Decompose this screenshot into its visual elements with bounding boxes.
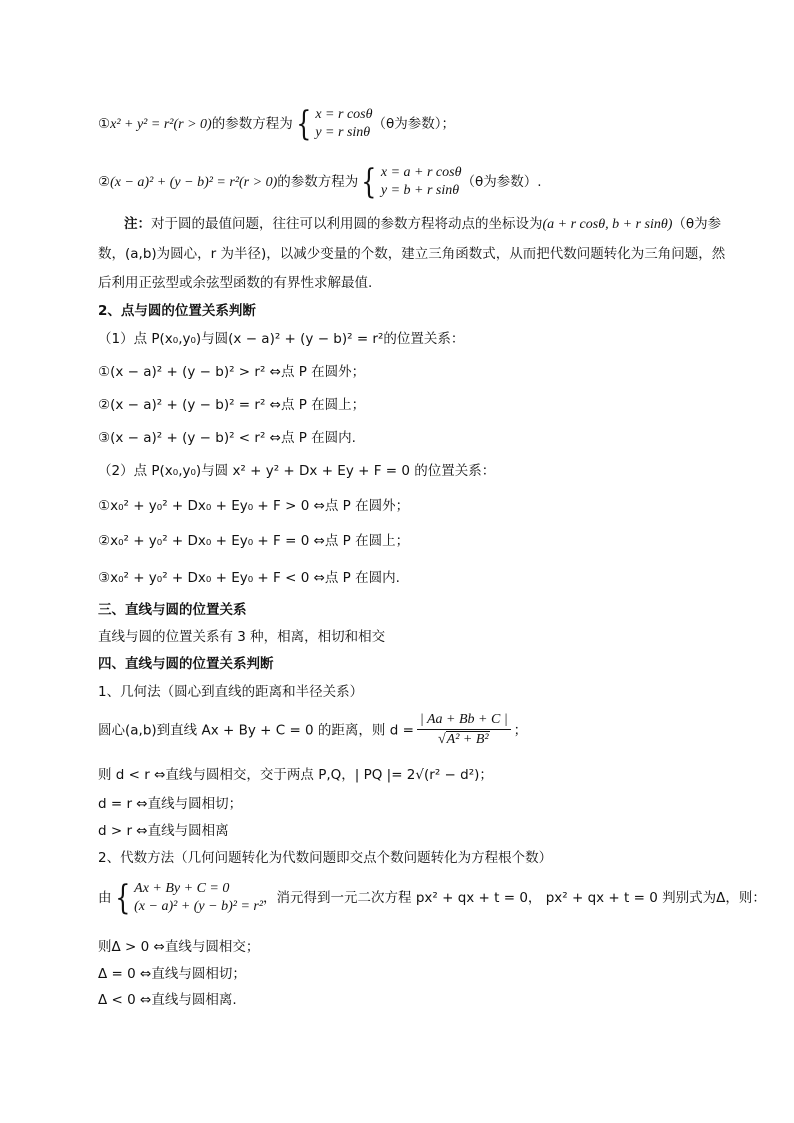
- prefix-text: 由: [98, 890, 112, 906]
- equation-system: { x = r cosθ y = r sinθ: [295, 104, 373, 144]
- section-title-2: 2、点与圆的位置关系判断: [98, 303, 256, 319]
- system-row-2: y = b + r sinθ: [380, 183, 460, 198]
- case-1-item-1: ①(x − a)² + (y − b)² > r² ⇔点 P 在圆外；: [98, 364, 366, 380]
- case-2-item-2: ②x₀² + y₀² + Dx₀ + Ey₀ + F = 0 ⇔点 P 在圆上；: [98, 533, 410, 549]
- case-1-item-2: ②(x − a)² + (y − b)² = r² ⇔点 P 在圆上；: [98, 397, 366, 413]
- note-text: 对于圆的最值问题，往往可以利用圆的参数方程将动点的坐标设为: [151, 216, 543, 232]
- system-row-2: (x − a)² + (y − b)² = r²: [134, 899, 264, 914]
- case-2-item-3: ③x₀² + y₀² + Dx₀ + Ey₀ + F < 0 ⇔点 P 在圆内.: [98, 570, 400, 586]
- punct: ；: [513, 722, 528, 739]
- system-row-1: Ax + By + C = 0: [134, 881, 230, 896]
- system-row-1: x = r cosθ: [315, 107, 373, 122]
- equation-system: { x = a + r cosθ y = b + r sinθ: [361, 162, 462, 202]
- algebraic-text: ，消元得到一元二次方程 px² + qx + t = 0， px² + qx + t = 0 判别式为Δ，则：: [263, 890, 766, 906]
- section-title-4: 四、直线与圆的位置关系判断: [98, 656, 274, 672]
- geo-case-1: 则 d < r ⇔直线与圆相交，交于两点 P,Q，| PQ |= 2√(r² − d²)；: [98, 767, 493, 783]
- case-2-item-1: ①x₀² + y₀² + Dx₀ + Ey₀ + F > 0 ⇔点 P 在圆外；: [98, 498, 410, 514]
- circle-equation: x² + y² = r²(r > 0): [110, 117, 212, 132]
- circle-equation: (x − a)² + (y − b)² = r²(r > 0): [110, 175, 278, 190]
- algebraic-method-title: 2、代数方法（几何问题转化为代数问题即交点个数问题转化为方程根个数）: [98, 850, 553, 866]
- param-eq-1: [98, 106, 455, 142]
- alg-case-1: 则Δ > 0 ⇔直线与圆相交；: [98, 939, 260, 955]
- note-line-2: 数，(a,b)为圆心，r 为半径)，以减少变量的个数，建立三角函数式，从而把代数问题转化为三角问题，然: [98, 246, 726, 262]
- item-mark: ①: [98, 116, 111, 132]
- label-text: 的参数方程为: [211, 116, 293, 132]
- case-1-item-3: ③(x − a)² + (y − b)² < r² ⇔点 P 在圆内.: [98, 430, 356, 446]
- note-line-3: 后利用正弦型或余弦型函数的有界性求解最值.: [98, 275, 373, 291]
- alg-case-3: Δ < 0 ⇔直线与圆相离.: [98, 992, 237, 1008]
- geo-case-2: d = r ⇔直线与圆相切；: [98, 796, 243, 812]
- fraction-denominator: A² + B²: [446, 732, 489, 747]
- label-text: 的参数方程为: [277, 174, 359, 190]
- section-3-body: 直线与圆的位置关系有 3 种，相离，相切和相交: [98, 629, 386, 645]
- param-note: （θ为参数）.: [461, 174, 542, 190]
- note-text: （θ为参: [672, 216, 722, 232]
- fraction-numerator: | Aa + Bb + C |: [417, 712, 511, 730]
- system-row-1: x = a + r cosθ: [380, 165, 462, 180]
- param-note: （θ为参数）；: [372, 116, 456, 132]
- note-line-1: [124, 215, 721, 234]
- distance-text: 圆心(a,b)到直线 Ax + By + C = 0 的距离，则 d =: [98, 722, 414, 739]
- algebraic-system-line: [98, 880, 766, 916]
- param-eq-2: [98, 164, 542, 200]
- geo-case-3: d > r ⇔直线与圆相离: [98, 823, 229, 839]
- item-mark: ②: [98, 174, 111, 190]
- geometric-method-title: 1、几何法（圆心到直线的距离和半径关系）: [98, 684, 364, 700]
- case-1-head: （1）点 P(x₀,y₀)与圆(x − a)² + (y − b)² = r²的位置关系：: [98, 331, 465, 347]
- section-title-3: 三、直线与圆的位置关系: [98, 602, 247, 618]
- system-row-2: y = r sinθ: [315, 125, 371, 140]
- note-label: 注：: [124, 216, 151, 232]
- distance-formula-line: [98, 712, 527, 749]
- distance-fraction: $\frac{| Aa + Bb + C |}{\text{√A² + B²}}$: [417, 712, 511, 749]
- case-2-head: （2）点 P(x₀,y₀)与圆 x² + y² + Dx + Ey + F = 0 的位置关系：: [98, 463, 496, 479]
- alg-case-2: Δ = 0 ⇔直线与圆相切；: [98, 966, 246, 982]
- note-coordinate: (a + r cosθ, b + r sinθ): [542, 217, 673, 232]
- equation-system: { Ax + By + C = 0 (x − a)² + (y − b)² = r²: [114, 878, 264, 918]
